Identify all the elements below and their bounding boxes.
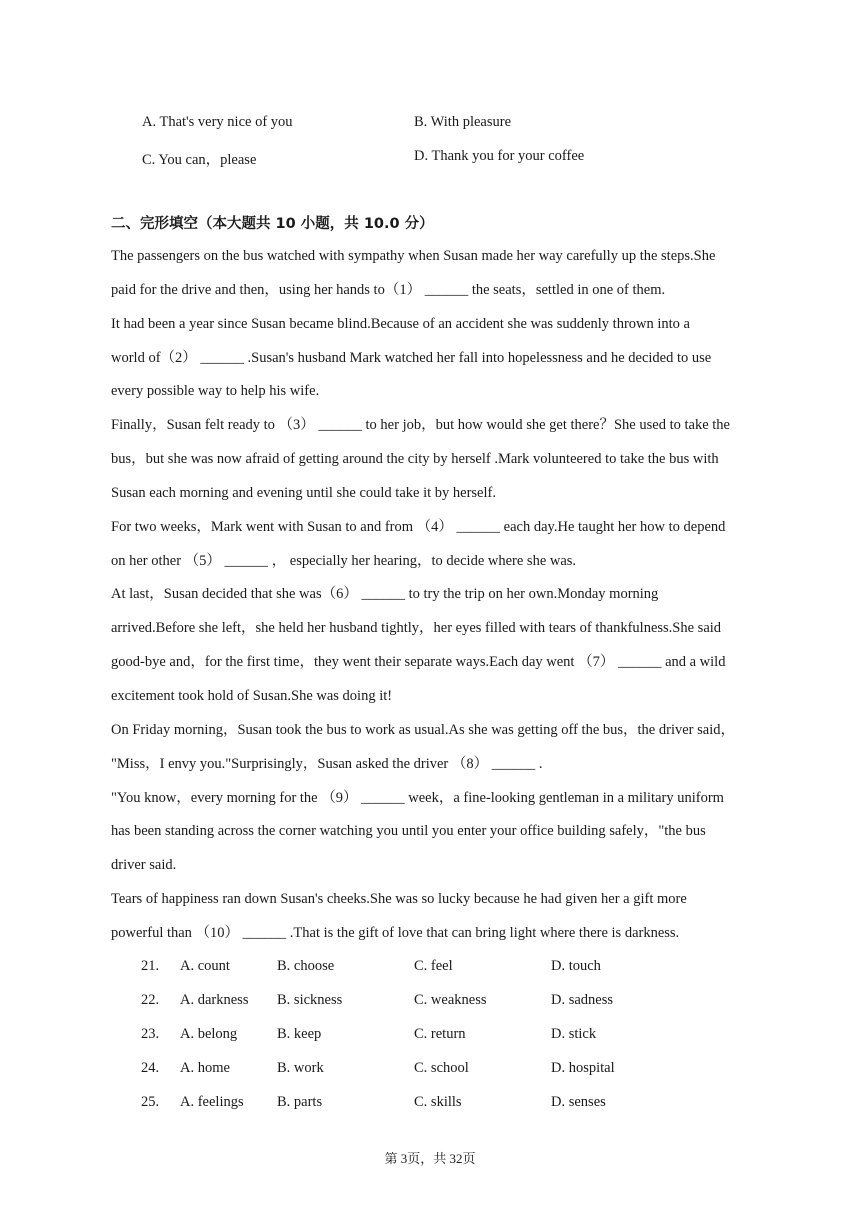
question-number: 22. [141, 992, 160, 1008]
passage-line: driver said. [111, 857, 177, 874]
passage-line: Finally，Susan felt ready to （3） ______ to her job，but how would she get there？She used to take the [111, 417, 730, 434]
option-b: B. With pleasure [414, 114, 512, 130]
passage-line: Susan each morning and evening until she could take it by herself. [111, 484, 496, 501]
option-a: A. That's very nice of you [142, 114, 293, 130]
choice-d: D. senses [551, 1094, 606, 1110]
choice-d: D. touch [551, 958, 601, 974]
passage-line: Tears of happiness ran down Susan's cheeks.She was so lucky because he had given her a gift more [111, 891, 687, 908]
choice-d: D. hospital [551, 1060, 615, 1076]
question-row [0, 1026, 860, 1048]
passage-line: every possible way to help his wife. [111, 383, 320, 400]
choice-b: B. parts [277, 1094, 323, 1110]
question-number: 21. [141, 958, 160, 974]
passage-line: world of（2） ______ .Susan's husband Mark watched her fall into hopelessness and he decided to use [111, 349, 712, 366]
question-number: 25. [141, 1094, 160, 1110]
passage-line: The passengers on the bus watched with sympathy when Susan made her way carefully up the steps.She [111, 248, 716, 264]
question-number: 24. [141, 1060, 160, 1076]
choice-a: A. belong [180, 1026, 238, 1042]
choice-b: B. choose [277, 958, 335, 974]
choice-a: A. darkness [180, 992, 249, 1008]
page-footer: 第 3页，共 32页 [384, 1151, 476, 1166]
choice-b: B. keep [277, 1026, 322, 1042]
question-row [0, 1094, 860, 1116]
passage-line: good-bye and，for the first time，they went their separate ways.Each day went （7） ______ and a wild [111, 654, 726, 671]
passage-line: has been standing across the corner watching you until you enter your office building safely，"the bus [111, 823, 706, 840]
passage-line: On Friday morning，Susan took the bus to work as usual.As she was getting off the bus，the driver said， [111, 721, 735, 738]
passage-line: "You know，every morning for the （9） ______ week，a fine-looking gentleman in a military uniform [111, 789, 724, 806]
choice-d: D. sadness [551, 992, 614, 1008]
option-c: C. You can，please [142, 152, 257, 168]
passage-line: "Miss，I envy you."Surprisingly，Susan asked the driver （8） ______ . [111, 755, 543, 772]
choice-c: C. return [414, 1026, 466, 1042]
choice-a: A. home [180, 1060, 230, 1076]
choice-c: C. weakness [414, 992, 487, 1008]
question-row [0, 958, 860, 980]
choice-b: B. work [277, 1060, 324, 1076]
choice-b: B. sickness [277, 992, 343, 1008]
passage-line: arrived.Before she left，she held her husband tightly，her eyes filled with tears of thankfulness.She said [111, 620, 722, 637]
passage-line: excitement took hold of Susan.She was doing it! [111, 687, 393, 704]
choice-c: C. feel [414, 958, 453, 974]
passage-line: paid for the drive and then，using her hands to（1） ______ the seats，settled in one of them. [111, 281, 666, 298]
passage-line: powerful than （10） ______ .That is the gift of love that can bring light where there is darkness. [111, 924, 680, 941]
question-row [0, 992, 860, 1014]
choice-c: C. school [414, 1060, 469, 1076]
passage-line: For two weeks，Mark went with Susan to and from （4） ______ each day.He taught her how to depend [111, 518, 726, 535]
section-title: 二、完形填空（本大题共 10 小题，共 10.0 分） [111, 216, 434, 232]
option-d: D. Thank you for your coffee [414, 148, 585, 164]
question-row [0, 1060, 860, 1082]
choice-a: A. count [180, 958, 230, 974]
choice-a: A. feelings [180, 1094, 244, 1110]
cloze-passage [111, 245, 761, 956]
passage-line: It had been a year since Susan became blind.Because of an accident she was suddenly thrown into a [111, 315, 690, 332]
choice-d: D. stick [551, 1026, 597, 1042]
question-number: 23. [141, 1026, 160, 1042]
passage-line: bus，but she was now afraid of getting around the city by herself .Mark volunteered to take the bus with [111, 451, 719, 468]
passage-line: on her other （5） ______ ， especially her hearing，to decide where she was. [111, 552, 577, 569]
passage-line: At last，Susan decided that she was（6） ______ to try the trip on her own.Monday morning [111, 586, 659, 603]
choice-c: C. skills [414, 1094, 462, 1110]
